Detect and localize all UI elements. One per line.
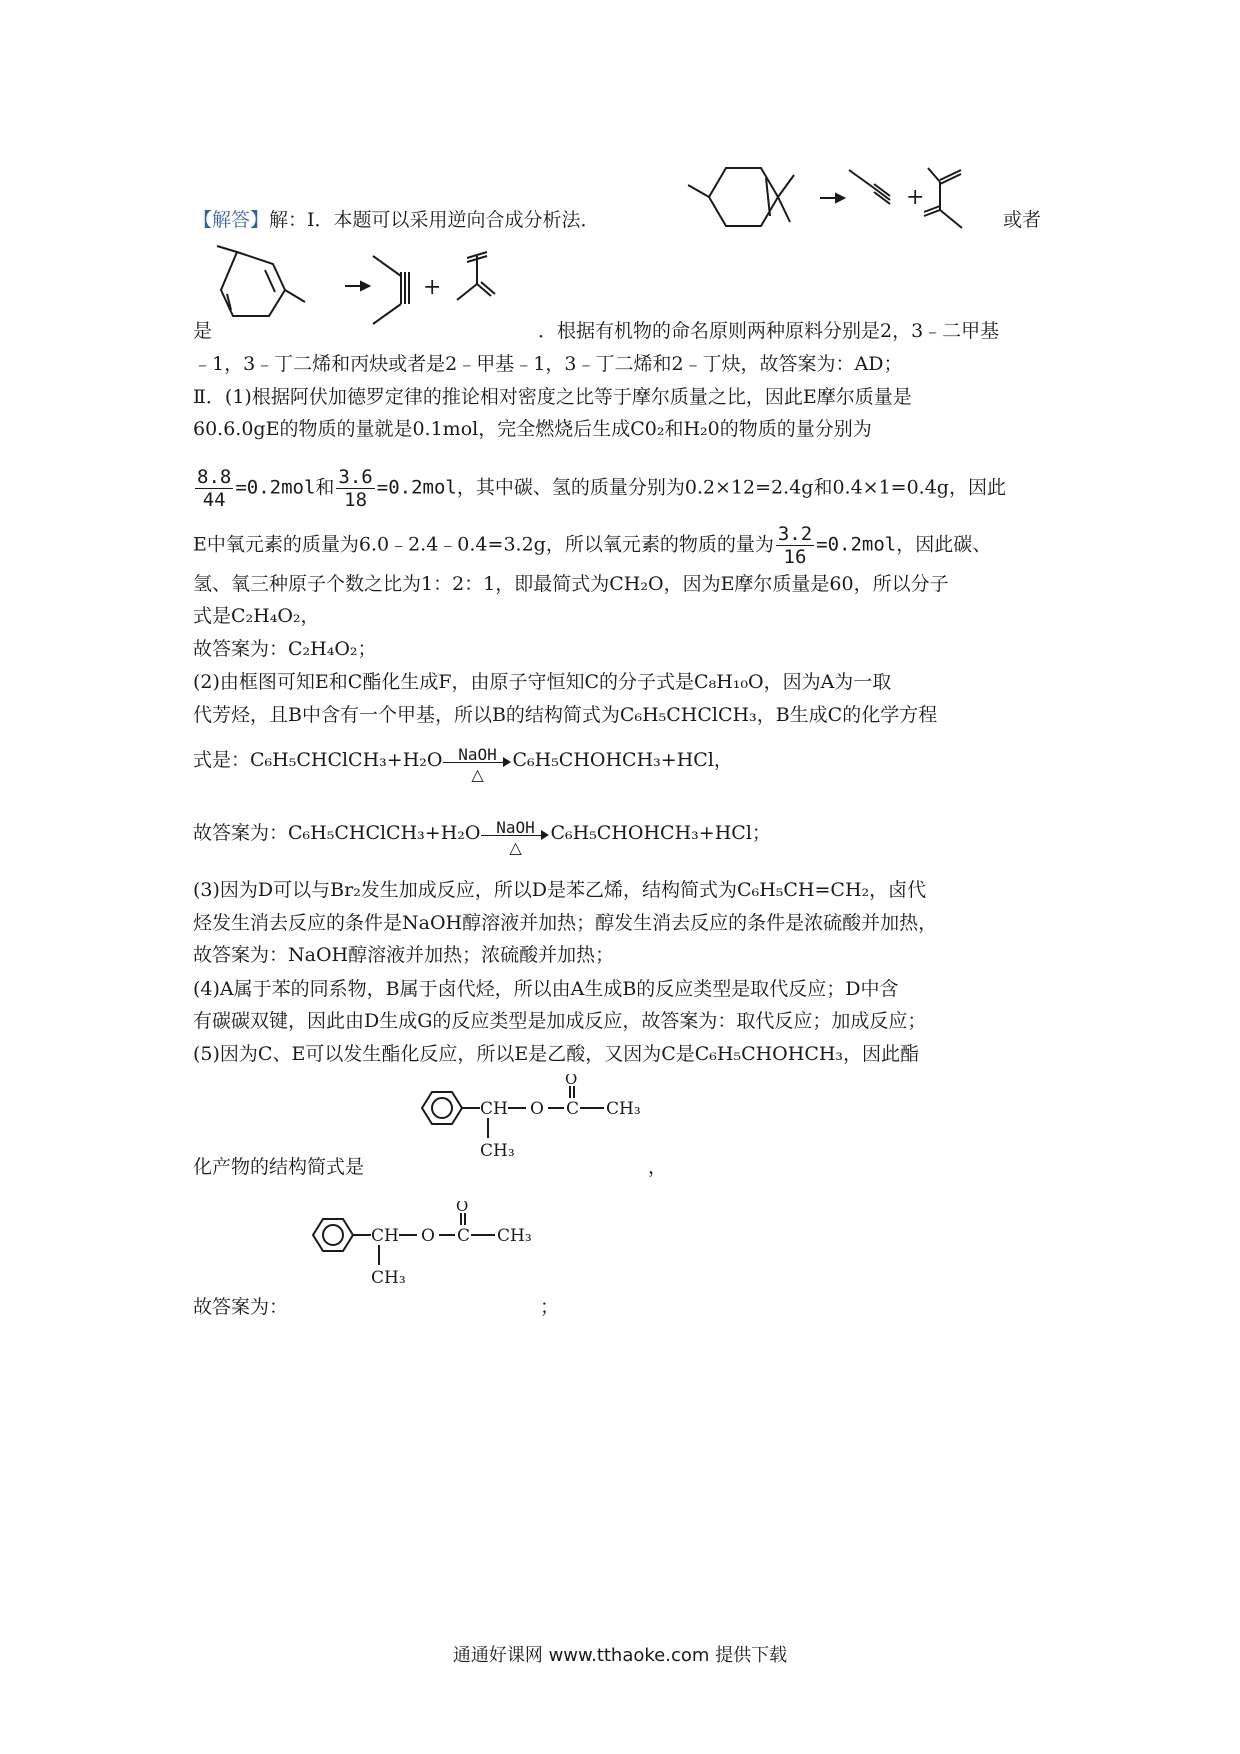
line-21: 化产物的结构简式是 <box>193 1156 365 1178</box>
benzene-ring-inner <box>432 1098 452 1118</box>
propyne-bond <box>849 170 874 188</box>
line-16: 烃发生消去反应的条件是NaOH醇溶液并加热；醇发生消去反应的条件是浓硫酸并加热， <box>193 912 938 934</box>
reaction-arrow-naoh: NaOH △ <box>481 821 549 847</box>
fraction-oxygen: $\frac{3.2}{16}$ <box>777 523 813 568</box>
plus-sign: + <box>906 185 925 210</box>
line-22: 故答案为： <box>193 1296 289 1318</box>
diene-bond <box>457 284 477 300</box>
methyl-bond <box>688 185 709 197</box>
carbonyl-o-label: O <box>456 1201 469 1215</box>
line-10: 故答案为：C₂H₄O₂； <box>193 638 377 660</box>
reaction-arrow-head <box>361 282 369 290</box>
ch-label: CH <box>371 1226 399 1246</box>
retrosynthesis-route-1 <box>678 160 998 240</box>
fraction-h2o: $\frac{3.6}{18}$ <box>338 466 373 511</box>
ring-double-bond <box>265 270 275 292</box>
line-20: (5)因为C、E可以发生酯化反应，所以E是乙酸，又因为C是C₆H₅CHOHCH₃，因此酯 <box>193 1043 920 1065</box>
line-6: $\frac{8.8}{44}$ =0.2mol和 $\frac{3.6}{18}$ =0.2mol，其中碳、氢的质量分别为0.2×12=2.4g和0.4×1=0.4g，因此 <box>197 466 1006 511</box>
route2-text: ．根据有机物的命名原则两种原料分别是2，3﹣二甲基 <box>538 320 1000 342</box>
line-8: 氢、氧三种原子个数之比为1：2：1，即最简式为CH₂O，因为E摩尔质量是60，所以分子 <box>193 573 949 595</box>
diene-bond <box>940 210 962 228</box>
line-18: (4)A属于苯的同系物，B属于卤代烃，所以由A生成B的反应类型是取代反应；D中含 <box>193 978 899 1000</box>
ch3-label: CH₃ <box>497 1226 532 1246</box>
route2-shi: 是 <box>193 320 213 342</box>
carbonyl-o-label: O <box>565 1074 578 1088</box>
line-12: 代芳烃，且B中含有一个甲基，所以B的结构简式为C₆H₅CHClCH₃，B生成C的化学方程 <box>193 704 938 726</box>
benzene-ring <box>422 1092 462 1124</box>
line-15: (3)因为D可以与Br₂发生加成反应，所以D是苯乙烯，结构简式为C₆H₅CH=CH₂，卤代 <box>193 879 927 901</box>
line-9: 式是C₂H₄O₂， <box>193 605 320 627</box>
answer-tag: 【解答】 <box>193 209 270 231</box>
intro-or: 或者 <box>1003 209 1042 231</box>
plus-sign: + <box>423 275 442 300</box>
line-4: Ⅱ．(1)根据阿伏加德罗定律的推论相对密度之比等于摩尔质量之比，因此E摩尔质量是 <box>193 386 912 408</box>
o-label: O <box>421 1226 435 1246</box>
line-17: 故答案为：NaOH醇溶液并加热；浓硫酸并加热； <box>193 944 615 966</box>
c-label: C <box>457 1226 471 1246</box>
butyne-bond <box>373 256 401 276</box>
methyl-bond <box>217 246 237 252</box>
butyne-bond <box>373 304 401 324</box>
line-3: ﹣1，3﹣丁二烯和丙炔或者是2﹣甲基﹣1，3﹣丁二烯和2﹣丁炔，故答案为：AD； <box>193 353 903 375</box>
benzene-ring <box>313 1219 353 1251</box>
reaction-equation-2: 故答案为：C₆H₅CHClCH₃+H₂O NaOH △ C₆H₅CHOHCH₃+HCl； <box>193 818 771 857</box>
o-label: O <box>530 1099 544 1119</box>
methyl-bond <box>285 290 305 302</box>
line-22-semicolon: ； <box>540 1296 560 1318</box>
ch3-sub-label: CH₃ <box>371 1268 406 1288</box>
reaction-arrow-head <box>836 194 844 202</box>
benzene-ring-inner <box>323 1225 343 1245</box>
intro-line <box>193 207 600 233</box>
retrosynthesis-route-2 <box>205 244 535 339</box>
methyl-bond <box>778 175 794 197</box>
fraction-co2: $\frac{8.8}{44}$ <box>197 466 232 511</box>
ch3-sub-label: CH₃ <box>480 1141 515 1161</box>
intro-text: 解：Ⅰ．本题可以采用逆向合成分析法． <box>269 209 600 231</box>
reaction-equation-1: 式是：C₆H₅CHClCH₃+H₂O NaOH △ C₆H₅CHOHCH₃+HCl， <box>193 745 733 784</box>
page-footer: 通通好课网 www.tthaoke.com 提供下载 <box>452 1645 788 1666</box>
ester-structure-1 <box>408 1074 668 1164</box>
methyl-bond <box>778 197 790 222</box>
ch3-label: CH₃ <box>606 1099 641 1119</box>
line-7: E中氧元素的质量为6.0﹣2.4﹣0.4=3.2g，所以氧元素的物质的量为 $\frac{3.2}{16}$ =0.2mol，因此碳、 <box>193 523 992 568</box>
line-11: (2)由框图可知E和C酯化生成F，由原子守恒知C的分子式是C₈H₁₀O，因为A为一取 <box>193 671 892 693</box>
ester-structure-2 <box>299 1201 559 1291</box>
c-label: C <box>566 1099 580 1119</box>
ch-label: CH <box>480 1099 508 1119</box>
line-5: 60.6.0gE的物质的量就是0.1mol，完全燃烧后生成C0₂和H₂0的物质的量分别为 <box>193 418 872 440</box>
reaction-arrow-naoh: NaOH △ <box>443 748 511 774</box>
diene-bond <box>928 168 940 182</box>
line-19: 有碳碳双键，因此由D生成G的反应类型是加成反应，故答案为：取代反应；加成反应； <box>193 1010 927 1032</box>
line-21-comma: ， <box>648 1156 668 1178</box>
